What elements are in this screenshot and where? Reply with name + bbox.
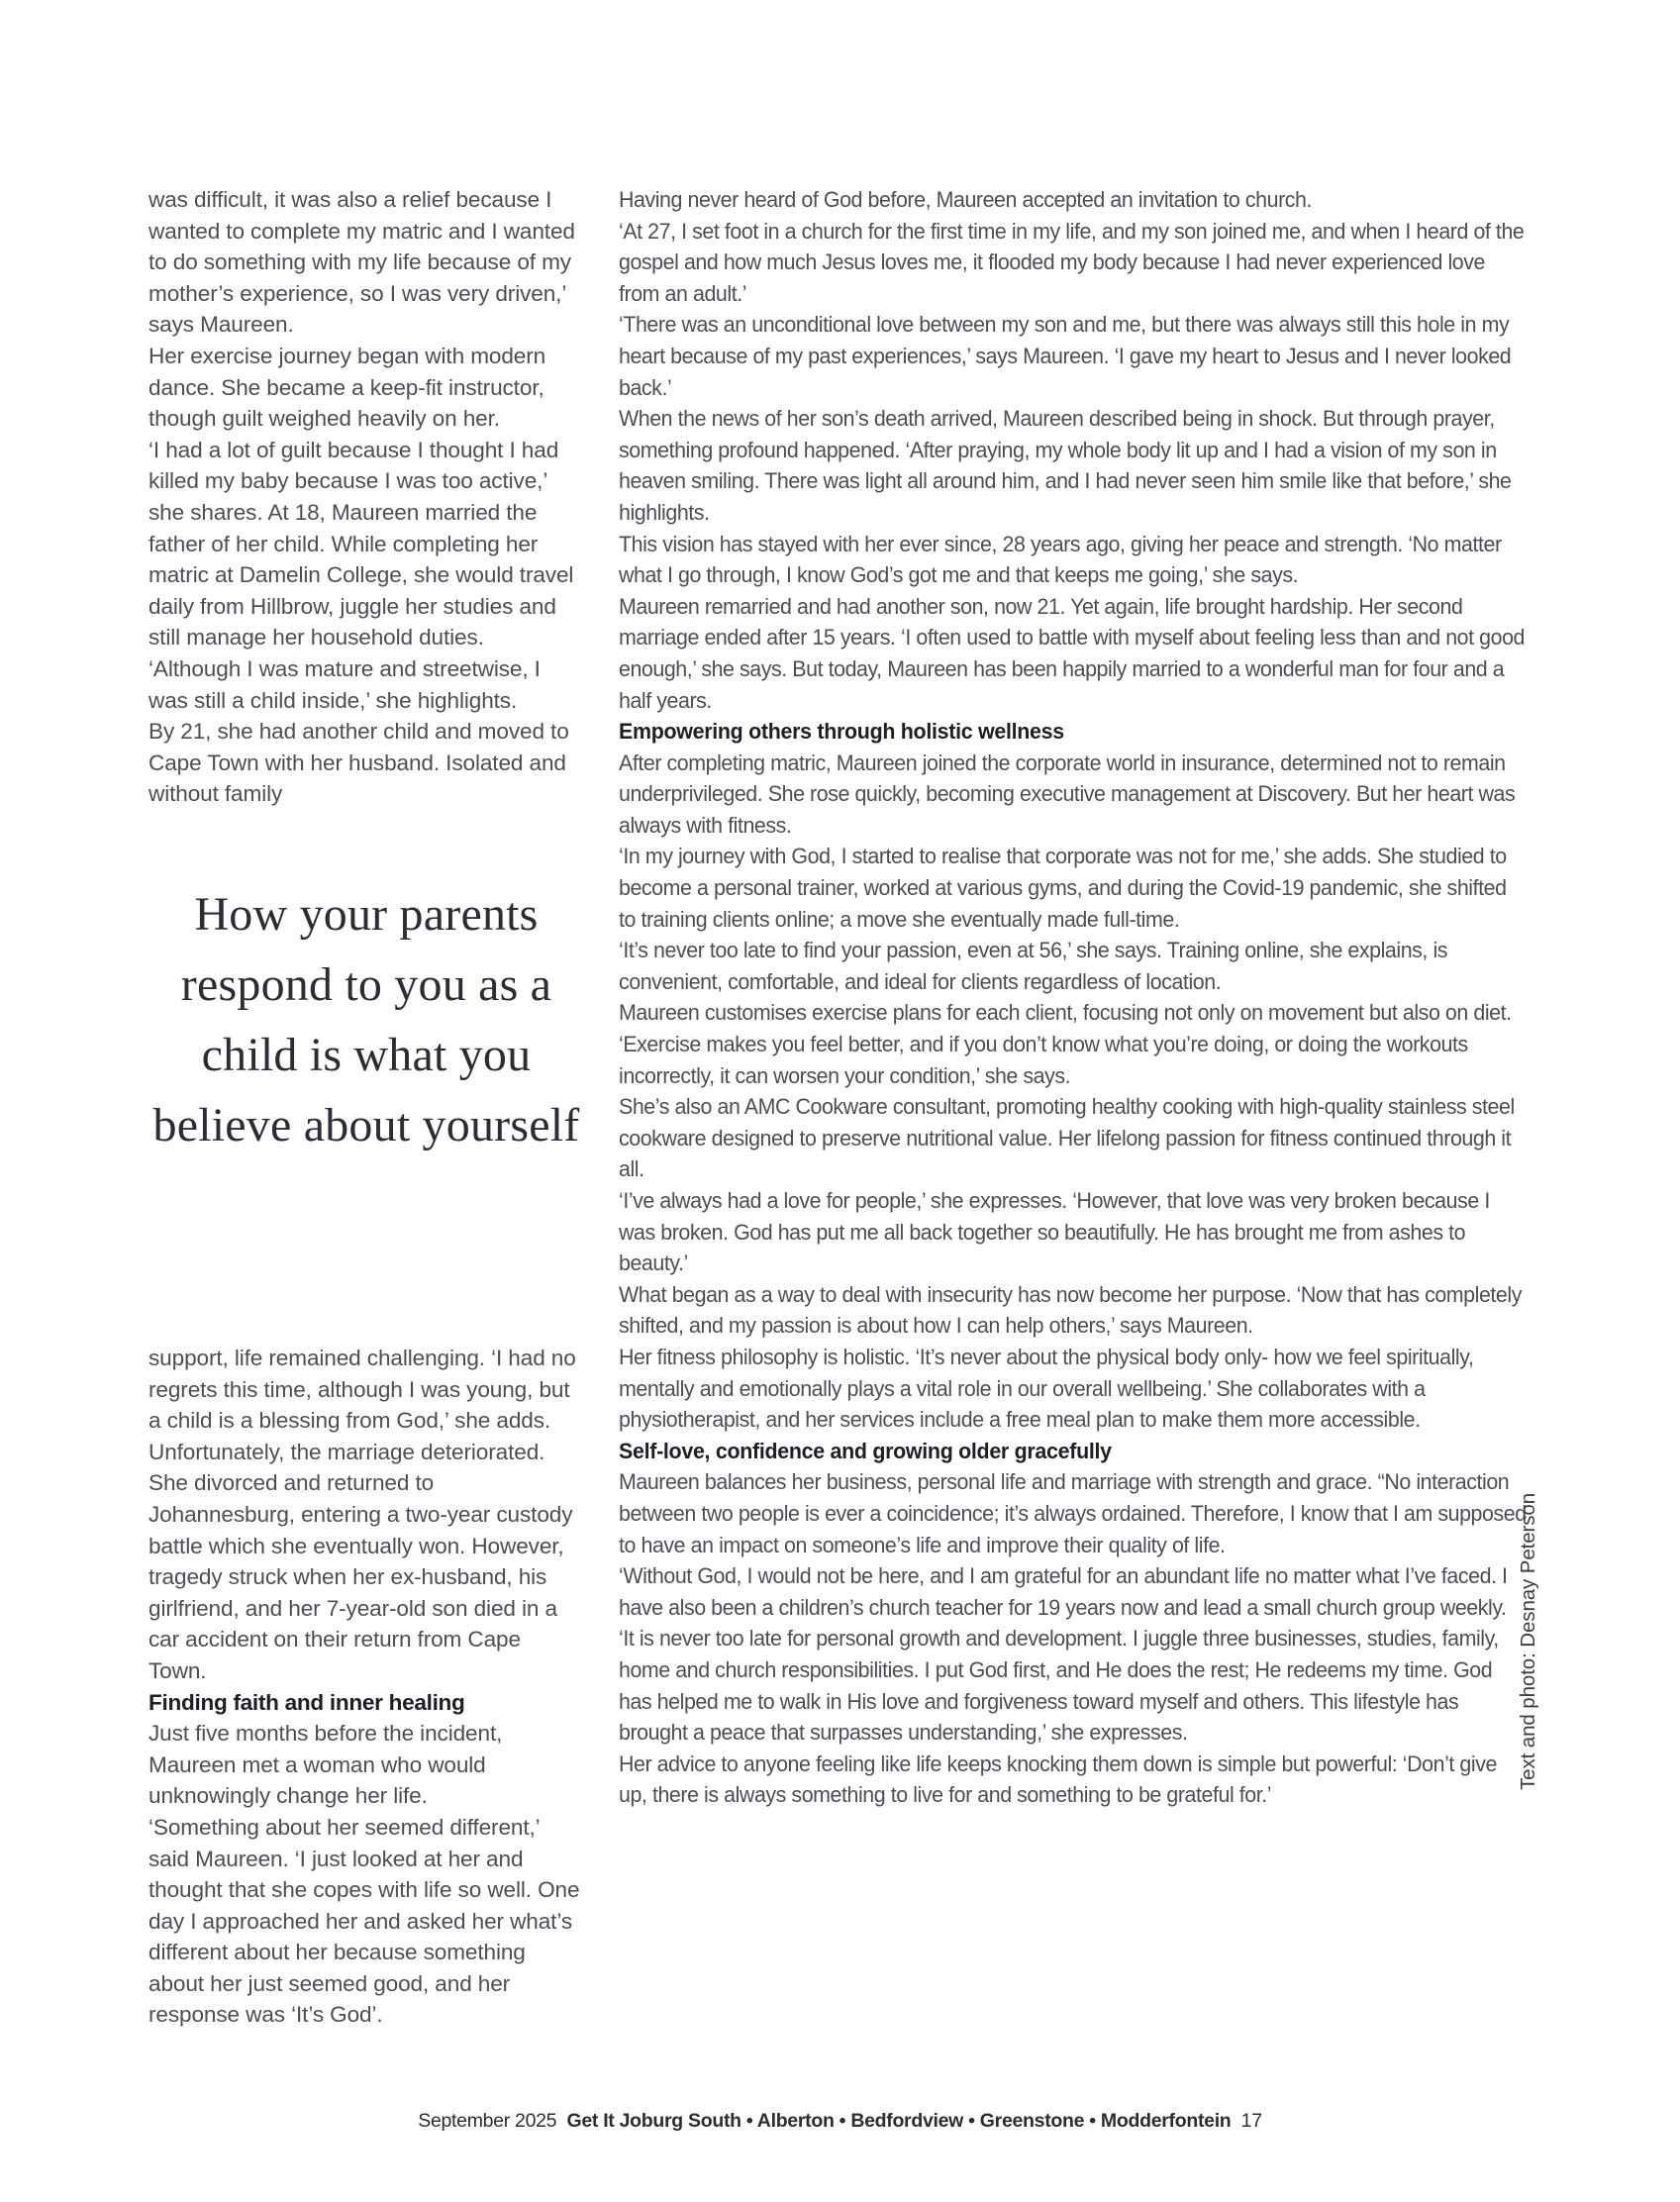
subheading-self-love: Self-love, confidence and growing older gracefully [619, 1438, 1112, 1463]
paragraph: ‘I’ve always had a love for people,’ she expresses. ‘However, that love was very broken because I was broken. God has put me all back together so beautifully. He has brought me from ashes to beauty.’ [619, 1188, 1490, 1276]
left-column-text-block-2 [148, 1343, 581, 2031]
left-column-lower [148, 1343, 581, 2031]
subheading-empowering-others: Empowering others through holistic wellness [619, 719, 1064, 745]
paragraph: She’s also an AMC Cookware consultant, promoting healthy cooking with high-quality stainless steel cookware designed to preserve nutritional value. Her lifelong passion for fitness continued through it all. [619, 1094, 1515, 1182]
paragraph: By 21, she had another child and moved to Cape Town with her husband. Isolated and without family [148, 719, 569, 807]
paragraph: ‘Something about her seemed different,’ said Maureen. ‘I just looked at her and thought that she copes with life so well. One day I approached her and asked her what’s different about her because something about her just seemed good, and her response was ‘It’s God’. [148, 1814, 580, 2028]
paragraph: support, life remained challenging. ‘I had no regrets this time, although I was young, but a child is a blessing from God,’ she adds. [148, 1346, 576, 1434]
paragraph: Maureen customises exercise plans for each client, focusing not only on movement but also on diet. ‘Exercise makes you feel better, and if you don’t know what you’re doing, or doing the workouts incorrectly, it can worsen your condition,’ she says. [619, 1000, 1512, 1088]
page-footer [0, 2110, 1680, 2133]
subheading-finding-faith: Finding faith and inner healing [148, 1689, 465, 1715]
right-column-text-block [619, 184, 1528, 1811]
paragraph: ‘It is never too late for personal growth and development. I juggle three businesses, studies, family, home and church responsibilities. I put God first, and He does the rest; He redeems my time. God has helped me to walk in His love and forgiveness toward myself and others. This lifestyle has brought a peace that surpasses understanding,’ she expresses. [619, 1626, 1499, 1746]
footer-page-number: 17 [1240, 2110, 1262, 2132]
paragraph: ‘It’s never too late to find your passion, even at 56,’ she says. Training online, she explains, is convenient, comfortable, and ideal for clients regardless of location. [619, 938, 1448, 994]
paragraph: ‘I had a lot of guilt because I thought I had killed my baby because I was too active,’ she shares. At 18, Maureen married the father of her child. While completing her matric at Damelin College, she would travel daily from Hillbrow, juggle her studies and still manage her household duties. ‘Although I was mature and streetwise, I was still a child inside,’ she highlights. [148, 437, 574, 713]
right-column [619, 184, 1528, 1811]
pull-quote: How your parents respond to you as a child is what you believe about yourself [152, 888, 580, 1151]
paragraph: Her exercise journey began with modern dance. She became a keep-fit instructor, though guilt weighed heavily on her. [148, 343, 546, 432]
paragraph: Unfortunately, the marriage deteriorated. She divorced and returned to Johannesburg, entering a two-year custody battle which she eventually won. However, tragedy struck when her ex-husband, his girlfriend, and her 7-year-old son died in a car accident on their return from Cape Town. [148, 1439, 573, 1683]
left-column-text-block-1 [148, 184, 581, 810]
paragraph: Maureen remarried and had another son, now 21. Yet again, life brought hardship. Her second marriage ended after 15 years. ‘I often used to battle with myself about feeling less than and not good enough,’ she says. But today, Maureen has been happily married to a wonderful man for four and a half years. [619, 593, 1526, 713]
paragraph: What began as a way to deal with insecurity has now become her purpose. ‘Now that has completely shifted, and my passion is about how I can help others,’ says Maureen. [619, 1281, 1522, 1339]
paragraph: ‘At 27, I set foot in a church for the first time in my life, and my son joined me, and when I heard of the gospel and how much Jesus loves me, it flooded my body because I had never experienced love from an adult.’ [619, 218, 1525, 306]
paragraph: This vision has stayed with her ever since, 28 years ago, giving her peace and strength. ‘No matter what I go through, I know God’s got me and that keeps me going,’ she says. [619, 531, 1502, 588]
photo-credit: Text and photo: Desnay Peterson [1517, 1492, 1539, 1790]
paragraph: Her advice to anyone feeling like life keeps knocking them down is simple but powerful: ‘Don’t give up, there is always something to live for and something to be grateful for.’ [619, 1751, 1497, 1808]
footer-publication: Get It Joburg South • Alberton • Bedfordview • Greenstone • Modderfontein [566, 2110, 1232, 2132]
paragraph: ‘There was an unconditional love between my son and me, but there was always still this hole in my heart because of my past experiences,’ says Maureen. ‘I gave my heart to Jesus and I never looked back.’ [619, 312, 1512, 400]
left-column [148, 184, 581, 810]
paragraph: After completing matric, Maureen joined the corporate world in insurance, determined not to remain underprivileged. She rose quickly, becoming executive management at Discovery. But her heart was always with fitness. [619, 750, 1516, 838]
paragraph: Maureen balances her business, personal life and marriage with strength and grace. “No interaction between two people is ever a coincidence; it’s always ordained. Therefore, I know that I am supposed to have an impact on someone’s life and improve their quality of life. [619, 1469, 1527, 1557]
paragraph: Just five months before the incident, Maureen met a woman who would unknowingly change her life. [148, 1721, 503, 1809]
paragraph: Having never heard of God before, Maureen accepted an invitation to church. [619, 187, 1312, 212]
paragraph: was difficult, it was also a relief because I wanted to complete my matric and I wanted to do something with my life because of my mother’s experience, so I was very driven,’ says Maureen. [148, 187, 575, 338]
paragraph: Her fitness philosophy is holistic. ‘It’s never about the physical body only- how we feel spiritually, mentally and emotionally plays a vital role in our overall wellbeing.’ She collaborates with a physiotherapist, and her services include a free meal plan to make them more accessible. [619, 1344, 1474, 1433]
paragraph: ‘Without God, I would not be here, and I am grateful for an abundant life no matter what I’ve faced. I have also been a children’s church teacher for 19 years now and lead a small church group weekly. [619, 1563, 1508, 1620]
paragraph: ‘In my journey with God, I started to realise that corporate was not for me,’ she adds. She studied to become a personal trainer, worked at various gyms, and during the Covid-19 pandemic, she shifted to training clients online; a move she eventually made full-time. [619, 844, 1507, 932]
paragraph: When the news of her son’s death arrived, Maureen described being in shock. But through prayer, something profound happened. ‘After praying, my whole body lit up and I had a vision of my son in heaven smiling. There was light all around him, and I had never seen him smile like that before,’ she highlights. [619, 406, 1512, 525]
footer-issue-date: September 2025 [418, 2110, 557, 2132]
